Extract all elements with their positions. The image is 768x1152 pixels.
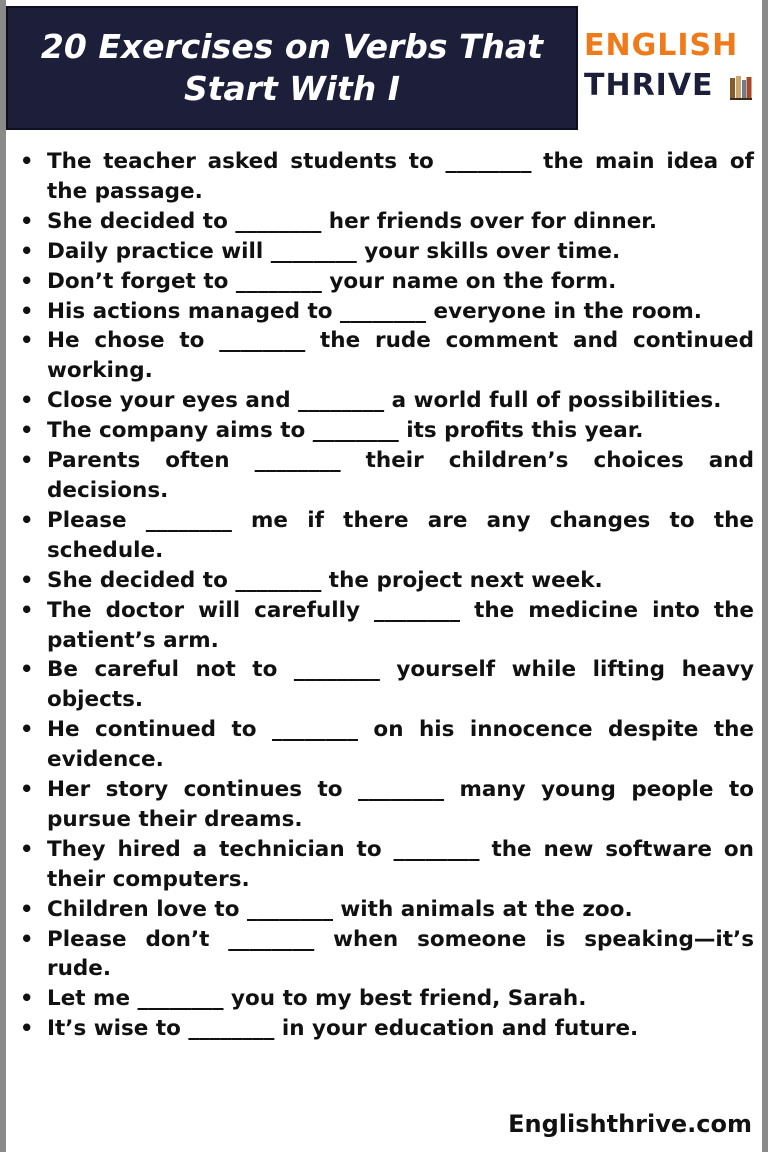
bullet-icon: • (20, 298, 34, 323)
bullet-icon: • (20, 268, 34, 293)
exercise-text: The doctor will carefully ________ the medicine into the patient’s arm. (47, 597, 754, 653)
bullet-icon: • (20, 986, 34, 1011)
exercise-item (16, 207, 754, 237)
exercise-item (16, 1014, 754, 1044)
exercise-text: The teacher asked students to ________ the main idea of the passage. (47, 149, 754, 204)
bullet-icon: • (20, 208, 34, 233)
logo-text-english: ENGLISH (584, 28, 739, 63)
exercise-item (16, 925, 754, 985)
exercise-item (16, 655, 754, 715)
bullet-icon: • (20, 836, 34, 861)
exercise-item (16, 984, 754, 1014)
logo-text-thrive: THRIVE (584, 68, 714, 103)
exercise-item (16, 326, 754, 386)
exercise-text: Please ________ me if there are any changes to the schedule. (47, 507, 754, 563)
exercise-item (16, 446, 754, 506)
exercise-item (16, 596, 754, 656)
exercise-item (16, 416, 754, 446)
books-icon (730, 74, 752, 100)
bullet-icon: • (20, 567, 34, 592)
exercise-text: The company aims to ________ its profits this year. (47, 418, 644, 444)
bullet-icon: • (20, 1016, 34, 1041)
bullet-icon: • (20, 149, 34, 173)
bullet-icon: • (20, 777, 34, 802)
exercise-text: They hired a technician to ________ the new software on their computers. (47, 836, 754, 892)
exercise-text: She decided to ________ the project next week. (47, 567, 603, 593)
exercise-list (16, 147, 754, 1044)
exercise-item (16, 297, 754, 327)
bullet-icon: • (20, 926, 34, 951)
exercise-text: Let me ________ you to my best friend, Sarah. (47, 986, 587, 1012)
exercise-text: Close your eyes and ________ a world full of possibilities. (47, 388, 722, 414)
bullet-icon: • (20, 418, 34, 443)
exercise-text: He chose to ________ the rude comment and continued working. (47, 328, 754, 384)
bullet-icon: • (20, 448, 34, 473)
bullet-icon: • (20, 507, 34, 532)
exercise-text: It’s wise to ________ in your education and future. (47, 1016, 639, 1042)
exercise-item (16, 895, 754, 925)
bullet-icon: • (20, 597, 34, 622)
exercise-item (16, 775, 754, 835)
bullet-icon: • (20, 657, 34, 682)
exercise-text: Don’t forget to ________ your name on the form. (47, 268, 617, 294)
exercise-text: Parents often ________ their children’s choices and decisions. (47, 448, 754, 503)
exercise-text: Be careful not to ________ yourself while lifting heavy objects. (47, 657, 754, 713)
exercise-item (16, 566, 754, 596)
exercise-text: Daily practice will ________ your skills over time. (47, 238, 621, 264)
exercise-item (16, 715, 754, 775)
page-title: 20 Exercises on Verbs That Start With I (40, 27, 544, 108)
exercise-text: Her story continues to ________ many young people to pursue their dreams. (47, 777, 754, 832)
exercise-text: He continued to ________ on his innocence despite the evidence. (47, 717, 754, 773)
exercise-item (16, 835, 754, 895)
exercise-item (16, 237, 754, 267)
footer-website: Englishthrive.com (508, 1110, 752, 1138)
title-banner (6, 6, 578, 130)
exercise-text: She decided to ________ her friends over for dinner. (47, 208, 657, 234)
bullet-icon: • (20, 896, 34, 921)
exercise-text: His actions managed to ________ everyone in the room. (47, 298, 702, 324)
bullet-icon: • (20, 717, 34, 742)
bullet-icon: • (20, 238, 34, 263)
exercise-item (16, 147, 754, 207)
exercise-text: Children love to ________ with animals at the zoo. (47, 896, 633, 922)
exercise-item (16, 506, 754, 566)
bullet-icon: • (20, 328, 34, 353)
exercise-item (16, 386, 754, 416)
exercise-text: Please don’t ________ when someone is speaking—it’s rude. (47, 926, 754, 982)
exercise-item (16, 267, 754, 297)
bullet-icon: • (20, 388, 34, 413)
brand-logo (584, 28, 762, 112)
